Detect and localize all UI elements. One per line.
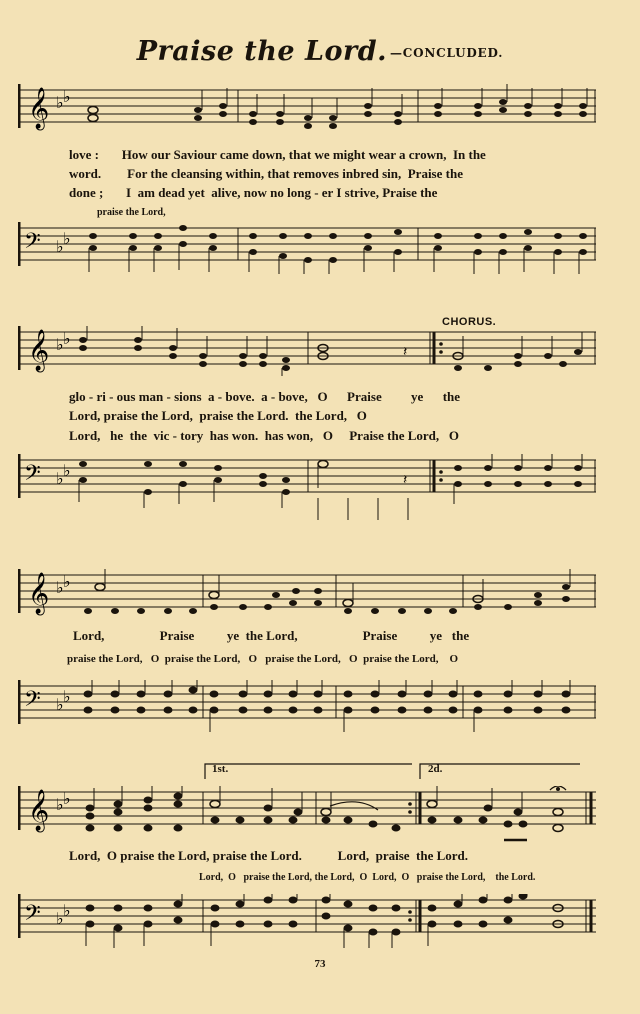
svg-text:♭: ♭	[63, 329, 71, 348]
svg-text:♭: ♭	[56, 578, 64, 597]
chorus-label: CHORUS.	[442, 316, 497, 328]
system-2-bass-staff	[18, 454, 598, 520]
svg-text:𝄢: 𝄢	[24, 901, 41, 931]
svg-text:𝄽: 𝄽	[403, 344, 408, 360]
lyric-line: Lord, he the vic - tory has won. has won, O Praise the Lord, O	[69, 428, 459, 443]
lyric-line: done ; I am dead yet alive, now no long - er I strive, Praise the	[69, 185, 438, 200]
lyric-line: glo - ri - ous man - sions a - bove. a - bove, O Praise ye the	[69, 389, 461, 404]
svg-text:𝄞: 𝄞	[28, 330, 50, 371]
svg-text:♭: ♭	[63, 461, 71, 480]
system-3-bass-staff	[18, 680, 598, 736]
system-2-treble-staff	[18, 326, 598, 376]
svg-text:𝄞: 𝄞	[28, 573, 50, 614]
svg-text:𝄢: 𝄢	[24, 461, 41, 491]
svg-text:♭: ♭	[63, 687, 71, 706]
svg-text:♭: ♭	[56, 335, 64, 354]
lyric-line: Lord, Praise ye the Lord, Praise ye the	[73, 628, 470, 643]
svg-text:♭: ♭	[63, 901, 71, 920]
svg-text:♭: ♭	[56, 795, 64, 814]
lyric-line: love : How our Saviour came down, that we might wear a crown, In the	[69, 147, 486, 162]
svg-text:♭: ♭	[63, 229, 71, 248]
svg-text:𝄽: 𝄽	[403, 472, 408, 488]
system-1-treble-staff	[18, 84, 598, 134]
lyric-line: Lord, praise the Lord, praise the Lord. the Lord, O	[69, 408, 367, 423]
first-ending-label: 1st.	[212, 763, 229, 775]
bass-cue-text: praise the Lord,	[97, 207, 166, 218]
svg-text:♭: ♭	[63, 572, 71, 591]
lyric-line: Lord, O praise the Lord, praise the Lord. Lord, praise the Lord.	[69, 848, 469, 863]
svg-text:♭: ♭	[56, 93, 64, 112]
svg-text:♭: ♭	[56, 909, 64, 928]
page-number: 73	[314, 958, 326, 970]
svg-text:♭: ♭	[56, 695, 64, 714]
svg-text:𝄢: 𝄢	[24, 229, 41, 259]
svg-text:♭: ♭	[63, 87, 71, 106]
svg-text:𝄞: 𝄞	[28, 790, 50, 831]
svg-text:♭: ♭	[56, 469, 64, 488]
second-ending-label: 2d.	[428, 763, 443, 775]
svg-text:♭: ♭	[56, 237, 64, 256]
volta-brackets	[0, 760, 640, 780]
system-4-bass-staff	[18, 894, 598, 950]
lyric-line: praise the Lord, O praise the Lord, O praise the Lord, O praise the Lord, O	[67, 653, 459, 665]
svg-text:𝄞: 𝄞	[28, 88, 50, 129]
hymn-title: Praise the Lord.	[136, 36, 387, 67]
system-4-treble-staff	[18, 786, 598, 850]
system-3-treble-staff	[18, 569, 598, 619]
lyric-line: Lord, O praise the Lord, the Lord, O Lord, O praise the Lord, the Lord.	[199, 872, 536, 883]
svg-text:♭: ♭	[63, 789, 71, 808]
hymn-subtitle: —CONCLUDED.	[389, 46, 504, 60]
page-title	[0, 36, 640, 67]
svg-text:𝄢: 𝄢	[24, 687, 41, 717]
system-1-bass-staff	[18, 222, 598, 277]
lyric-line: word. For the cleansing within, that removes inbred sin, Praise the	[69, 166, 463, 181]
